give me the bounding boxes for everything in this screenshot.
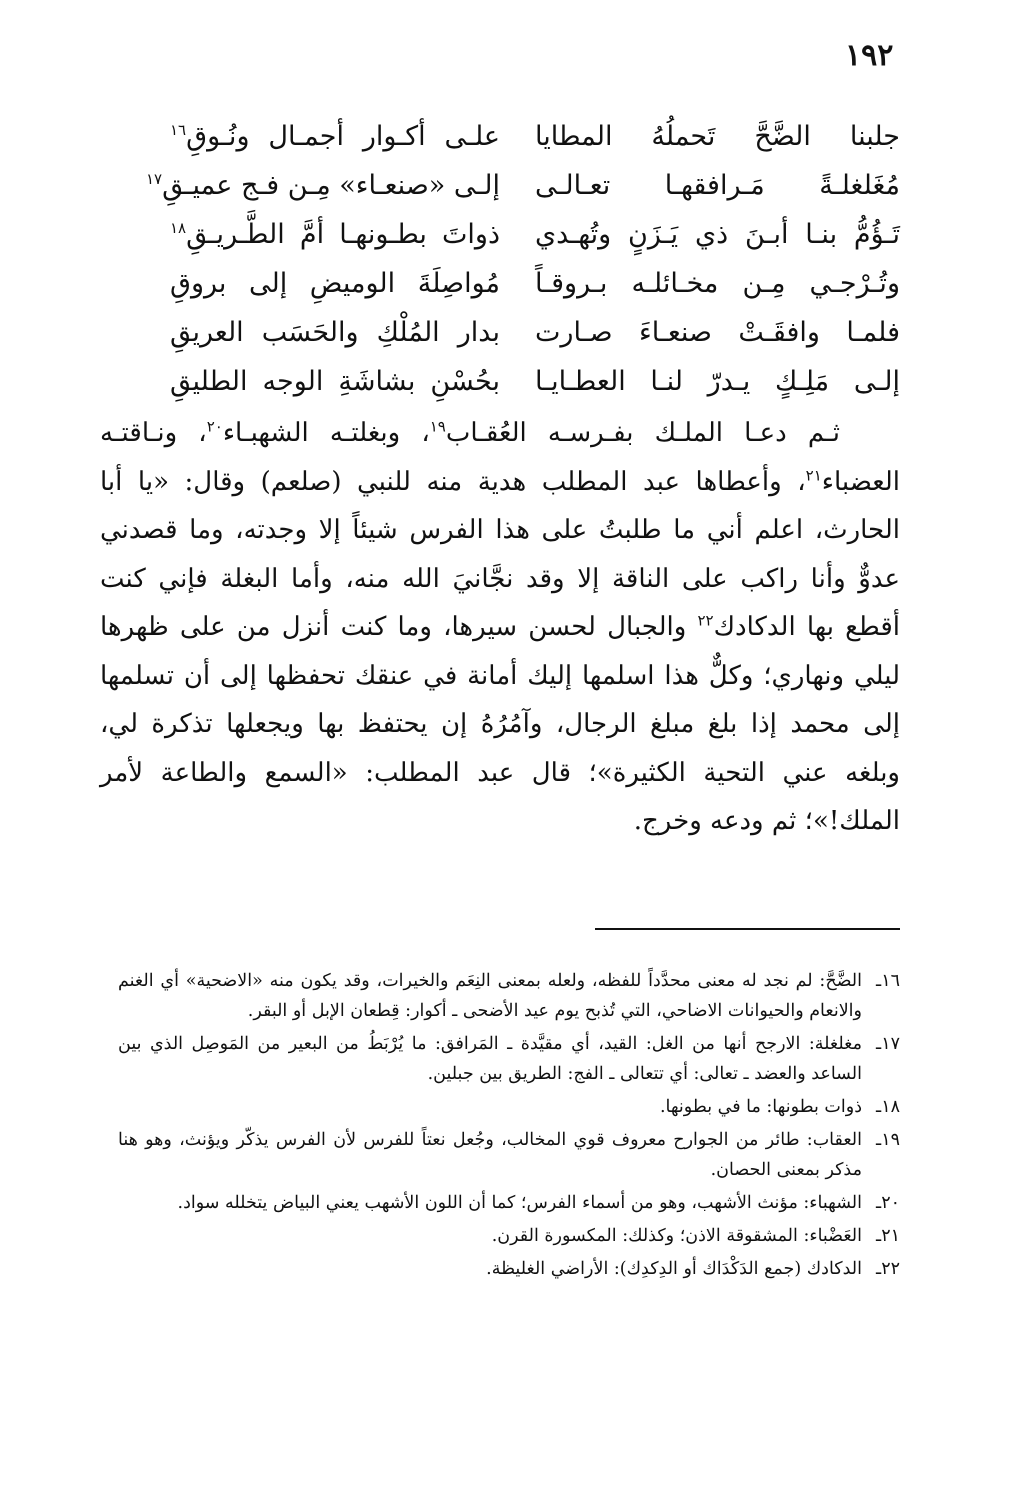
footnote-number: ١٦ـ (876, 971, 900, 991)
footnote-number: ١٨ـ (876, 1097, 900, 1117)
poem-verse (100, 210, 900, 259)
footnote-item (118, 1125, 900, 1185)
prose-text: ثـم دعـا الملـك بفـرسـه العُقـاب (445, 418, 840, 448)
footnote-marker: ١٦ (170, 121, 187, 139)
footnote-item (118, 1029, 900, 1089)
verse-second-hemistich: مُواصِلَةَ الوميضِ إلى بروقِ (170, 268, 500, 299)
footnote-marker: ٢٠ (206, 417, 223, 436)
poem-verse (100, 357, 900, 406)
verse-first-hemistich: جلبنا الضَّحَّ تَحملُهُ المطايا (535, 121, 900, 152)
footnote-marker: ٢١ (805, 465, 822, 484)
footnote-marker: ١٩ (429, 417, 446, 436)
verse-first-hemistich: إلـى مَلِـكٍ يـدرّ لنـا العطـايـا (535, 366, 900, 397)
footnotes (118, 966, 900, 1287)
paragraph-text (100, 409, 900, 846)
page-number: ١٩٢ (845, 38, 894, 73)
footnote-marker: ٢٢ (697, 611, 714, 630)
footnote-item (118, 1092, 900, 1122)
footnote-number: ١٩ـ (876, 1130, 900, 1150)
verse-second-hemistich (170, 112, 500, 161)
verse-first-hemistich: وتُـرْجـي مِـن مخـائلـه بـروقـاً (535, 268, 900, 299)
poem (100, 112, 900, 406)
footnote-item (118, 1254, 900, 1284)
footnote-text: الشهباء: مؤنث الأشهب، وهو من أسماء الفرس؛ كما أن اللون الأشهب يعني البياض يتخلله سواد. (177, 1193, 862, 1213)
prose-text: ، وأعطاها عبد المطلب هدية منه للنبي (صلعم) وقال: «يا أبا الحارث، اعلم أني ما طلبتُ على هذا الفرس شيئاً إلا وجدته، وما قصدني عدوٌّ وأنا راكب على الناقة إلا وقد نجَّانيَ الله منه، وأما البغلة فإني كنت أقطع بها الدكادك (100, 466, 900, 642)
footnote-item (118, 1221, 900, 1251)
footnote-text: مغلغلة: الارجح أنها من الغل: القيد، أي مقيَّدة ـ المَرافق: ما يُرْبَطُ من البعير من المَوصِل الذي بين الساعد والعضد ـ تعالى: أي تتعالى ـ الفج: الطريق بين جبلين. (118, 1034, 862, 1084)
prose-text: والجبال لحسن سيرها، وما كنت أنزل من على ظهرها ليلي ونهاري؛ وكلٌّ هذا اسلمها إليك أمانة في عنقك تحفظها إلى أن تسلمها إلى محمد إذا بلغ مبلغ الرجال، وآمُرُهُ إن يحتفظ بها ويجعلها تذكرة لي، وبلغه عني التحية الكثيرة»؛ قال عبد المطلب: «السمع والطاعة لأمر الملك!»؛ ثم ودعه وخرج. (100, 612, 900, 836)
hemistich-text: إلـى «صنعـاء» مِـن فـج عميـقِ (162, 170, 500, 201)
footnote-number: ٢٠ـ (876, 1193, 900, 1213)
footnote-text: ذوات بطونها: ما في بطونها. (659, 1097, 862, 1117)
verse-first-hemistich: تَـؤُمُّ بنـا أبـنَ ذي يَـزَنٍ وتُهـدي (535, 219, 900, 250)
footnote-item (118, 966, 900, 1026)
poem-verse (100, 112, 900, 161)
footnote-text: الضَّحَّ: لم نجد له معنى محدَّداً للفظه، ولعله بمعنى النِعَم والخيرات، وقد يكون منه «الاضحية» أي الغنم والانعام والحيوانات الاضاحي، التي تُذبح يوم عيد الأضحى ـ أكوار: قِطعان الإبل أو البقر. (118, 971, 862, 1021)
footnote-marker: ١٨ (170, 219, 187, 237)
poem-verse (100, 259, 900, 308)
footnote-text: العَضْباء: المشقوقة الاذن؛ وكذلك: المكسورة القرن. (491, 1226, 862, 1246)
footnote-text: الدكادك (جمع الدَكْدَاك أو الدِكدِك): الأراضي الغليظة. (486, 1259, 862, 1279)
prose-paragraph (100, 409, 900, 846)
poem-verse (100, 308, 900, 357)
footnote-marker: ١٧ (145, 170, 163, 188)
hemistich-text: علـى أكـوار أجمـال ونُـوقِ (186, 121, 500, 152)
hemistich-text: ذواتَ بطـونهـا أمَّ الطَّـريـقِ (186, 219, 500, 250)
footnote-number: ٢١ـ (876, 1226, 900, 1246)
prose-text: ، ونـاقتـه العضباء (100, 418, 900, 497)
footnote-number: ٢٢ـ (876, 1259, 900, 1279)
verse-second-hemistich: بحُسْنِ بشاشَةِ الوجه الطليقِ (170, 366, 500, 397)
footnote-text: العقاب: طائر من الجوارح معروف قوي المخالب، وجُعل نعتاً للفرس لأن الفرس يذكّر ويؤنث، وهو هنا مذكر بمعنى الحصان. (118, 1130, 862, 1180)
verse-first-hemistich: فلمـا وافقَـتْ صنعـاءَ صـارت (535, 317, 900, 348)
verse-second-hemistich: بدار المُلْكِ والحَسَب العريقِ (170, 317, 500, 348)
verse-first-hemistich: مُغَلغلـةً مَـرافقهـا تعـالـى (535, 170, 900, 201)
prose-text: ، وبغلتـه الشهبـاء (222, 418, 430, 448)
footnote-number: ١٧ـ (876, 1034, 900, 1054)
poem-verse (100, 161, 900, 210)
footnote-item (118, 1188, 900, 1218)
verse-second-hemistich (170, 210, 500, 259)
footnote-divider (595, 928, 900, 930)
verse-second-hemistich (145, 161, 500, 210)
